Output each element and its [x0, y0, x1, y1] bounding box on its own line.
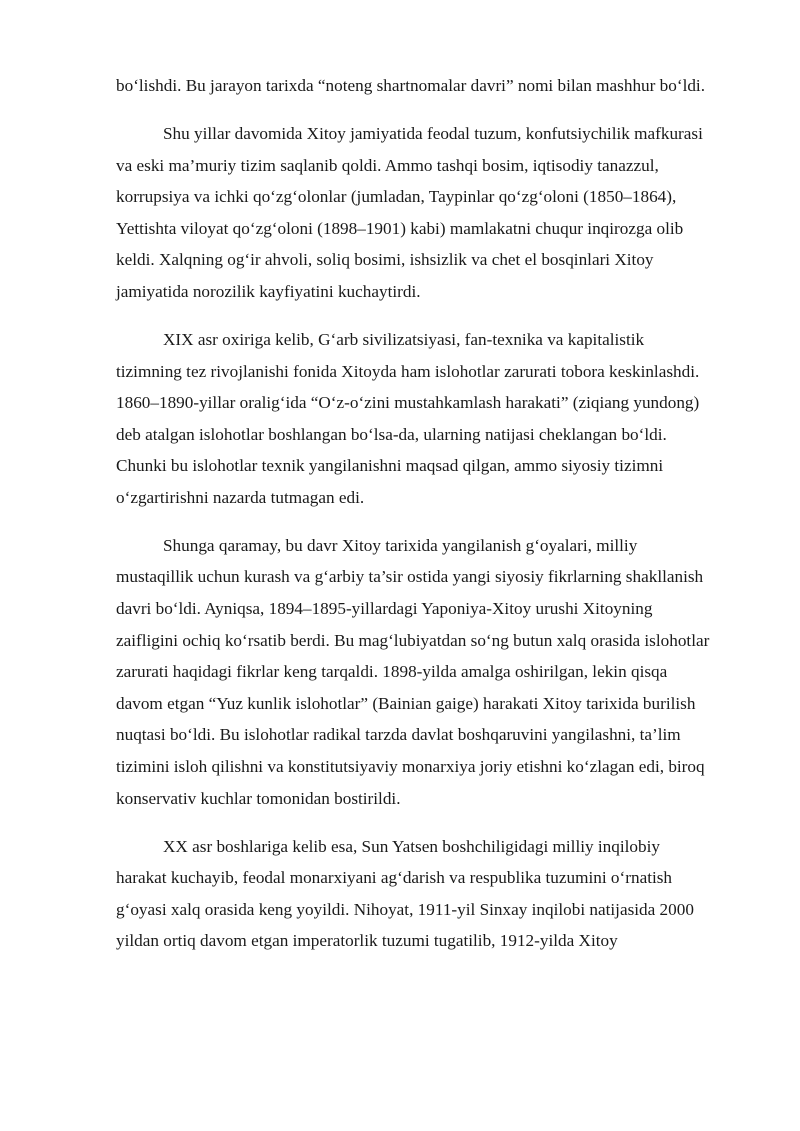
paragraph-reforms-xix: XIX asr oxiriga kelib, G‘arb sivilizatsiyasi, fan-texnika va kapitalistik tizimning tez rivojlanishi fonida Xitoyda ham islohotlar zarurati tobora keskinlashdi. 1860–1890-yillar oralig‘ida “O‘z-o‘zini mustahkamlash harakati” (ziqiang yundong) deb atalgan islohotlar boshlangan bo‘lsa-da, ularning natijasi cheklangan bo‘ldi. Chunki bu islohotlar texnik yangilanishni maqsad qilgan, ammo siyosiy tizimni o‘zgartirishni nazarda tutmagan edi.: [116, 329, 700, 507]
paragraph-renewal-ideas: Shunga qaramay, bu davr Xitoy tarixida yangilanish g‘oyalari, milliy mustaqillik uchun kurash va g‘arbiy ta’sir ostida yangi siyosiy fikrlarning shakllanish davri bo‘ldi. Ayniqsa, 1894–1895-yillardagi Yaponiya-Xitoy urushi Xitoyning zaifligini ochiq ko‘rsatib berdi. Bu mag‘lubiyatdan so‘ng butun xalq orasida islohotlar zarurati haqidagi fikrlar keng tarqaldi. 1898-yilda amalga oshirilgan, lekin qisqa davom etgan “Yuz kunlik islohotlar” (Bainian gaige) harakati Xitoy tarixida burilish nuqtasi bo‘ldi. Bu islohotlar radikal tarzda davlat boshqaruvini yangilashni, ta’lim tizimini isloh qilishni va konstitutsiyaviy monarxiya joriy etishni ko‘zlagan edi, biroq konservativ kuchlar tomonidan bostirildi.: [116, 535, 710, 808]
paragraph-xx-century: XX asr boshlariga kelib esa, Sun Yatsen boshchiligidagi milliy inqilobiy harakat kuchayib, feodal monarxiyani ag‘darish va respublika tuzumini o‘rnatish g‘oyasi xalq orasida keng yoyildi. Nihoyat, 1911-yil Sinxay inqilobi natijasida 2000 yildan ortiq davom etgan imperatorlik tuzumi tugatilib, 1912-yilda Xitoy: [116, 836, 694, 951]
document-body: [116, 70, 712, 973]
paragraph-feudal-system: Shu yillar davomida Xitoy jamiyatida feodal tuzum, konfutsiychilik mafkurasi va eski ma’muriy tizim saqlanib qoldi. Ammo tashqi bosim, iqtisodiy tanazzul, korrupsiya va ichki qo‘zg‘olonlar (jumladan, Taypinlar qo‘zg‘oloni (1850–1864), Yettishta viloyat qo‘zg‘oloni (1898–1901) kabi) mamlakatni chuqur inqirozga olib keldi. Xalqning og‘ir ahvoli, soliq bosimi, ishsizlik va chet el bosqinlari Xitoy jamiyatida norozilik kayfiyatini kuchaytirdi.: [116, 123, 703, 301]
paragraph-continuation: bo‘lishdi. Bu jarayon tarixda “noteng shartnomalar davri” nomi bilan mashhur bo‘ldi.: [116, 76, 706, 95]
